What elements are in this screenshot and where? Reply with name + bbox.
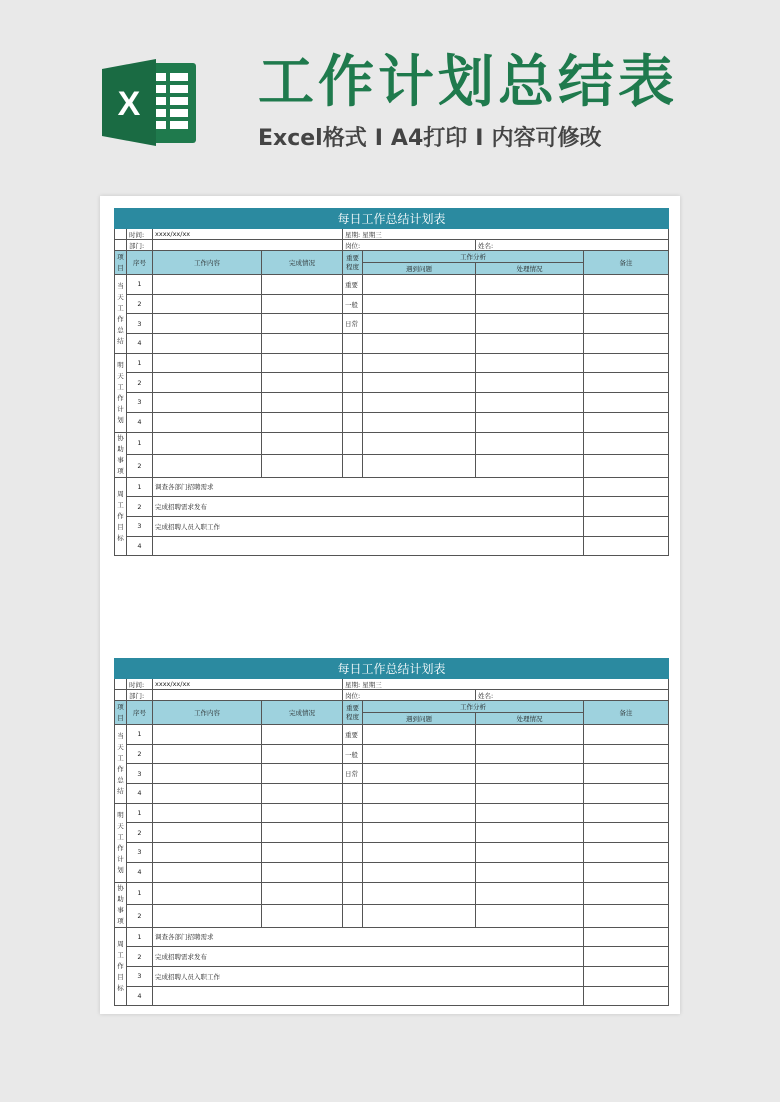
week-label: 星期:	[345, 680, 361, 689]
importance-cell[interactable]: 重要	[343, 275, 363, 295]
importance-cell[interactable]	[343, 393, 363, 413]
section-label: 协助事项	[115, 882, 127, 927]
row-number: 4	[127, 862, 153, 882]
handling-cell[interactable]	[476, 432, 584, 455]
handling-cell[interactable]	[476, 294, 584, 314]
col-status-header: 完成情况	[262, 251, 343, 275]
row-number: 2	[127, 455, 153, 478]
problems-cell[interactable]	[363, 455, 476, 478]
subtitle-format: Excel格式	[258, 126, 367, 151]
content-cell[interactable]	[153, 334, 262, 354]
content-cell[interactable]	[153, 764, 262, 784]
row-number: 3	[127, 843, 153, 863]
status-cell[interactable]	[262, 784, 343, 804]
row-number: 4	[127, 536, 153, 556]
table-row	[115, 784, 669, 804]
content-cell[interactable]: 完成招聘人员入职工作	[153, 516, 584, 536]
content-cell[interactable]	[153, 536, 584, 556]
week-label: 星期:	[345, 230, 361, 239]
remark-cell[interactable]	[584, 373, 669, 393]
remark-cell[interactable]	[584, 803, 669, 823]
remark-cell[interactable]	[584, 432, 669, 455]
problems-cell[interactable]	[363, 725, 476, 745]
status-cell[interactable]	[262, 393, 343, 413]
remark-cell[interactable]	[584, 927, 669, 947]
row-number: 3	[127, 314, 153, 334]
col-seq-header: 序号	[127, 701, 153, 725]
table-row	[115, 862, 669, 882]
row-number: 2	[127, 497, 153, 517]
col-status-header: 完成情况	[262, 701, 343, 725]
remark-cell[interactable]	[584, 334, 669, 354]
table-row	[115, 477, 669, 497]
problems-cell[interactable]	[363, 764, 476, 784]
col-seq-header: 序号	[127, 251, 153, 275]
subtitle-print: A4打印	[390, 126, 468, 151]
time-label: 时间:	[127, 679, 153, 690]
row-number: 1	[127, 432, 153, 455]
content-cell[interactable]	[153, 725, 262, 745]
handling-cell[interactable]	[476, 905, 584, 928]
table-row	[115, 803, 669, 823]
table-row	[115, 986, 669, 1006]
row-number: 4	[127, 334, 153, 354]
table-title: 每日工作总结计划表	[115, 659, 669, 679]
col-handling-header: 处理情况	[476, 713, 584, 725]
row-number: 3	[127, 516, 153, 536]
problems-cell[interactable]	[363, 905, 476, 928]
table-row	[115, 294, 669, 314]
content-cell[interactable]	[153, 905, 262, 928]
row-number: 2	[127, 373, 153, 393]
importance-cell[interactable]: 重要	[343, 725, 363, 745]
status-cell[interactable]	[262, 725, 343, 745]
remark-cell[interactable]	[584, 986, 669, 1006]
col-importance-header: 重要程度	[343, 701, 363, 725]
remark-cell[interactable]	[584, 353, 669, 373]
handling-cell[interactable]	[476, 823, 584, 843]
importance-cell[interactable]	[343, 862, 363, 882]
row-number: 1	[127, 803, 153, 823]
content-cell[interactable]: 完成招聘需求发布	[153, 497, 584, 517]
page-title: 工作计划总结表	[258, 50, 678, 115]
content-cell[interactable]	[153, 986, 584, 1006]
importance-cell[interactable]: 一般	[343, 294, 363, 314]
problems-cell[interactable]	[363, 314, 476, 334]
handling-cell[interactable]	[476, 784, 584, 804]
status-cell[interactable]	[262, 862, 343, 882]
week-value: 星期三	[362, 230, 382, 239]
row-number: 2	[127, 905, 153, 928]
table-row	[115, 764, 669, 784]
importance-cell[interactable]	[343, 843, 363, 863]
col-importance-header: 重要程度	[343, 251, 363, 275]
handling-cell[interactable]	[476, 275, 584, 295]
week-cell[interactable]	[343, 229, 669, 240]
time-value[interactable]: xxxx/xx/xx	[153, 679, 343, 690]
row-number: 4	[127, 986, 153, 1006]
row-number: 4	[127, 784, 153, 804]
handling-cell[interactable]	[476, 843, 584, 863]
row-number: 3	[127, 966, 153, 986]
week-cell[interactable]	[343, 679, 669, 690]
problems-cell[interactable]	[363, 432, 476, 455]
row-number: 1	[127, 353, 153, 373]
row-number: 3	[127, 764, 153, 784]
content-cell[interactable]	[153, 314, 262, 334]
table-row	[115, 843, 669, 863]
col-problems-header: 遇到问题	[363, 713, 476, 725]
content-cell[interactable]	[153, 744, 262, 764]
status-cell[interactable]	[262, 353, 343, 373]
problems-cell[interactable]	[363, 823, 476, 843]
content-cell[interactable]	[153, 294, 262, 314]
handling-cell[interactable]	[476, 314, 584, 334]
table-row	[115, 455, 669, 478]
page-subtitle	[258, 124, 678, 154]
empty-cell	[115, 690, 127, 701]
importance-cell[interactable]	[343, 803, 363, 823]
table-row	[115, 353, 669, 373]
col-content-header: 工作内容	[153, 251, 262, 275]
table-row	[115, 393, 669, 413]
table-row	[115, 966, 669, 986]
subtitle-editable: 内容可修改	[491, 126, 602, 151]
subtitle-separator: I	[475, 126, 484, 151]
col-item-header: 项目	[115, 701, 127, 725]
remark-cell[interactable]	[584, 516, 669, 536]
problems-cell[interactable]	[363, 334, 476, 354]
row-number: 1	[127, 927, 153, 947]
excel-logo-icon	[100, 55, 200, 150]
remark-cell[interactable]	[584, 477, 669, 497]
content-cell[interactable]	[153, 393, 262, 413]
problems-cell[interactable]	[363, 862, 476, 882]
subtitle-separator: I	[374, 126, 383, 151]
importance-cell[interactable]	[343, 784, 363, 804]
content-cell[interactable]	[153, 784, 262, 804]
section-label: 当天工作总结	[115, 725, 127, 804]
problems-cell[interactable]	[363, 882, 476, 905]
handling-cell[interactable]	[476, 803, 584, 823]
status-cell[interactable]	[262, 905, 343, 928]
importance-cell[interactable]	[343, 905, 363, 928]
status-cell[interactable]	[262, 334, 343, 354]
dept-value[interactable]	[153, 240, 343, 251]
remark-cell[interactable]	[584, 823, 669, 843]
problems-cell[interactable]	[363, 294, 476, 314]
row-number: 2	[127, 744, 153, 764]
section-label: 明天工作计划	[115, 353, 127, 432]
table-row	[115, 905, 669, 928]
table-row	[115, 516, 669, 536]
dept-label: 部门:	[127, 240, 153, 251]
status-cell[interactable]	[262, 843, 343, 863]
status-cell[interactable]	[262, 764, 343, 784]
col-analysis-header: 工作分析	[363, 251, 584, 263]
remark-cell[interactable]	[584, 764, 669, 784]
work-plan-table	[114, 208, 669, 556]
dept-label: 部门:	[127, 690, 153, 701]
importance-cell[interactable]	[343, 823, 363, 843]
handling-cell[interactable]	[476, 455, 584, 478]
col-remark-header: 备注	[584, 251, 669, 275]
content-cell[interactable]	[153, 862, 262, 882]
problems-cell[interactable]	[363, 353, 476, 373]
content-cell[interactable]	[153, 412, 262, 432]
handling-cell[interactable]	[476, 412, 584, 432]
importance-cell[interactable]: 日常	[343, 764, 363, 784]
problems-cell[interactable]	[363, 803, 476, 823]
section-label: 周工作目标	[115, 477, 127, 556]
status-cell[interactable]	[262, 455, 343, 478]
handling-cell[interactable]	[476, 744, 584, 764]
remark-cell[interactable]	[584, 947, 669, 967]
importance-cell[interactable]	[343, 432, 363, 455]
status-cell[interactable]	[262, 314, 343, 334]
table-row	[115, 275, 669, 295]
remark-cell[interactable]	[584, 862, 669, 882]
work-plan-table	[114, 658, 669, 1006]
problems-cell[interactable]	[363, 843, 476, 863]
row-number: 2	[127, 294, 153, 314]
content-cell[interactable]	[153, 803, 262, 823]
handling-cell[interactable]	[476, 393, 584, 413]
section-label: 当天工作总结	[115, 275, 127, 354]
remark-cell[interactable]	[584, 455, 669, 478]
status-cell[interactable]	[262, 412, 343, 432]
table-row	[115, 497, 669, 517]
problems-cell[interactable]	[363, 744, 476, 764]
content-cell[interactable]	[153, 455, 262, 478]
dept-value[interactable]	[153, 690, 343, 701]
remark-cell[interactable]	[584, 275, 669, 295]
content-cell[interactable]: 调查各部门招聘需求	[153, 477, 584, 497]
post-label: 岗位:	[343, 690, 476, 701]
row-number: 2	[127, 823, 153, 843]
remark-cell[interactable]	[584, 905, 669, 928]
remark-cell[interactable]	[584, 294, 669, 314]
post-label: 岗位:	[343, 240, 476, 251]
row-number: 1	[127, 477, 153, 497]
page-header	[0, 0, 780, 190]
importance-cell[interactable]	[343, 412, 363, 432]
col-analysis-header: 工作分析	[363, 701, 584, 713]
content-cell[interactable]: 完成招聘人员入职工作	[153, 966, 584, 986]
table-row	[115, 334, 669, 354]
row-number: 1	[127, 882, 153, 905]
importance-cell[interactable]: 一般	[343, 744, 363, 764]
status-cell[interactable]	[262, 275, 343, 295]
problems-cell[interactable]	[363, 784, 476, 804]
problems-cell[interactable]	[363, 393, 476, 413]
remark-cell[interactable]	[584, 966, 669, 986]
col-problems-header: 遇到问题	[363, 263, 476, 275]
table-row	[115, 947, 669, 967]
problems-cell[interactable]	[363, 275, 476, 295]
content-cell[interactable]: 调查各部门招聘需求	[153, 927, 584, 947]
importance-cell[interactable]	[343, 373, 363, 393]
handling-cell[interactable]	[476, 882, 584, 905]
content-cell[interactable]: 完成招聘需求发布	[153, 947, 584, 967]
handling-cell[interactable]	[476, 373, 584, 393]
problems-cell[interactable]	[363, 373, 476, 393]
remark-cell[interactable]	[584, 882, 669, 905]
empty-cell	[115, 679, 127, 690]
name-label: 姓名:	[476, 240, 669, 251]
remark-cell[interactable]	[584, 784, 669, 804]
time-value[interactable]: xxxx/xx/xx	[153, 229, 343, 240]
status-cell[interactable]	[262, 744, 343, 764]
table-row	[115, 882, 669, 905]
col-item-header: 项目	[115, 251, 127, 275]
importance-cell[interactable]	[343, 353, 363, 373]
col-remark-header: 备注	[584, 701, 669, 725]
table-row	[115, 536, 669, 556]
remark-cell[interactable]	[584, 412, 669, 432]
status-cell[interactable]	[262, 823, 343, 843]
section-label: 周工作目标	[115, 927, 127, 1006]
remark-cell[interactable]	[584, 843, 669, 863]
section-label: 协助事项	[115, 432, 127, 477]
handling-cell[interactable]	[476, 725, 584, 745]
content-cell[interactable]	[153, 882, 262, 905]
handling-cell[interactable]	[476, 353, 584, 373]
remark-cell[interactable]	[584, 314, 669, 334]
row-number: 3	[127, 393, 153, 413]
importance-cell[interactable]	[343, 334, 363, 354]
document-paper	[100, 196, 680, 1014]
remark-cell[interactable]	[584, 393, 669, 413]
table-row	[115, 823, 669, 843]
status-cell[interactable]	[262, 882, 343, 905]
col-handling-header: 处理情况	[476, 263, 584, 275]
content-cell[interactable]	[153, 843, 262, 863]
col-content-header: 工作内容	[153, 701, 262, 725]
handling-cell[interactable]	[476, 764, 584, 784]
remark-cell[interactable]	[584, 497, 669, 517]
content-cell[interactable]	[153, 373, 262, 393]
table-row	[115, 744, 669, 764]
content-cell[interactable]	[153, 432, 262, 455]
status-cell[interactable]	[262, 803, 343, 823]
section-label: 明天工作计划	[115, 803, 127, 882]
time-label: 时间:	[127, 229, 153, 240]
logo-letter: X	[117, 85, 141, 123]
importance-cell[interactable]	[343, 455, 363, 478]
status-cell[interactable]	[262, 432, 343, 455]
content-cell[interactable]	[153, 823, 262, 843]
table-row	[115, 314, 669, 334]
remark-cell[interactable]	[584, 744, 669, 764]
content-cell[interactable]	[153, 353, 262, 373]
table-title: 每日工作总结计划表	[115, 209, 669, 229]
name-label: 姓名:	[476, 690, 669, 701]
remark-cell[interactable]	[584, 536, 669, 556]
table-row	[115, 927, 669, 947]
empty-cell	[115, 240, 127, 251]
status-cell[interactable]	[262, 294, 343, 314]
content-cell[interactable]	[153, 275, 262, 295]
week-value: 星期三	[362, 680, 382, 689]
table-row	[115, 412, 669, 432]
table-row	[115, 725, 669, 745]
row-number: 1	[127, 275, 153, 295]
row-number: 4	[127, 412, 153, 432]
handling-cell[interactable]	[476, 862, 584, 882]
remark-cell[interactable]	[584, 725, 669, 745]
table-row	[115, 432, 669, 455]
problems-cell[interactable]	[363, 412, 476, 432]
row-number: 1	[127, 725, 153, 745]
table-row	[115, 373, 669, 393]
empty-cell	[115, 229, 127, 240]
row-number: 2	[127, 947, 153, 967]
status-cell[interactable]	[262, 373, 343, 393]
importance-cell[interactable]	[343, 882, 363, 905]
importance-cell[interactable]: 日常	[343, 314, 363, 334]
handling-cell[interactable]	[476, 334, 584, 354]
